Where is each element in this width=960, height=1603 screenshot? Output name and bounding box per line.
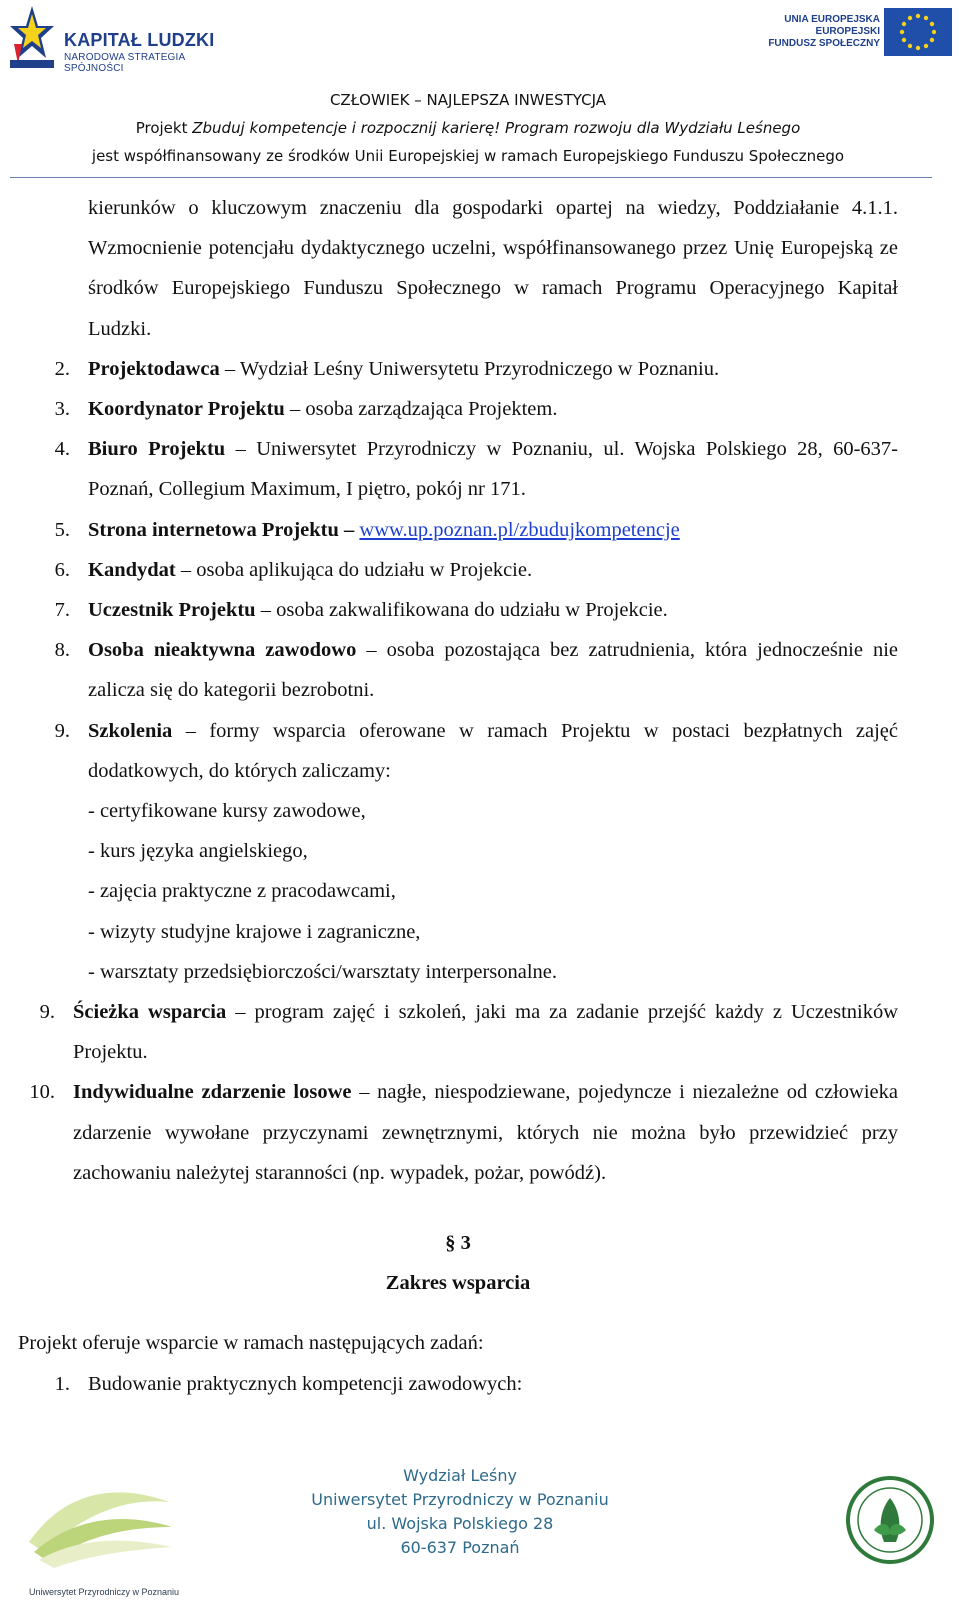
item-number: 7.	[54, 599, 70, 622]
intro-paragraph: kierunków o kluczowym znaczeniu dla gospodarki opartej na wiedzy, Poddziałanie 4.1.1. Wzmocnienie potencjału dydaktycznego uczelni, współfinansowanego przez Unię Europejską ze środków Europejskiego Funduszu Społecznego w ramach Programu Operacyjnego Kapitał Ludzki.	[88, 197, 898, 340]
item-number: 1.	[54, 1372, 70, 1395]
list-item: - zajęcia praktyczne z pracodawcami,	[88, 880, 396, 903]
item-number: 4.	[54, 438, 70, 461]
item-term: Biuro Projektu	[88, 438, 226, 461]
eu-line-3: FUNDUSZ SPOŁECZNY	[768, 38, 880, 49]
item-term: Kandydat	[88, 558, 176, 581]
header-project-title: Zbuduj kompetencje i rozpocznij karierę! Program rozwoju dla Wydziału Leśnego	[192, 119, 801, 137]
item-definition: osoba pozostająca bez zatrudnienia, która jednocześnie nie zalicza się do kategorii bezrobotni.	[88, 639, 898, 702]
definition-item: 8. Osoba nieaktywna zawodowo – osoba pozostająca bez zatrudnienia, która jednocześnie nie zalicza się do kategorii bezrobotni.	[18, 630, 898, 710]
footer-line-4: 60-637 Poznań	[400, 1538, 520, 1557]
item-term: Ścieżka wsparcia	[73, 1001, 227, 1024]
header-cofinance: jest współfinansowany ze środków Unii Europejskiej w ramach Europejskiego Funduszu Społecznego	[91, 147, 845, 165]
definition-item: 10. Indywidualne zdarzenie losowe – nagłe, niespodziewane, pojedyncze i niezależne od człowieka zdarzenie wywołane przyczynami zewnętrznymi, których nie można było przewidzieć przy zachowaniu należytej staranności (np. wypadek, pożar, powódź).	[18, 1072, 898, 1193]
section-intro: Projekt oferuje wsparcie w ramach następujących zadań:	[18, 1332, 484, 1355]
item-term: Projektodawca	[88, 357, 220, 380]
definition-item: 4. Biuro Projektu – Uniwersytet Przyrodniczy w Poznaniu, ul. Wojska Polskiego 28, 60-637- Poznań, Collegium Maximum, I piętro, pokój nr 171.	[18, 429, 898, 509]
item-definition: program zajęć i szkoleń, jaki ma za zadanie przejść każdy z Uczestników Projektu.	[73, 1001, 899, 1064]
document-body	[18, 188, 898, 1404]
item-number: 10.	[29, 1081, 55, 1104]
kapital-ludzki-subtitle: NARODOWA STRATEGIA SPÓJNOŚCI	[64, 52, 185, 74]
section-title: Zakres wsparcia	[385, 1272, 531, 1295]
kapital-ludzki-name: KAPITAŁ LUDZKI	[64, 30, 215, 50]
list-item: - warsztaty przedsiębiorczości/warsztaty interpersonalne.	[88, 960, 558, 983]
definition-item: 3. Koordynator Projektu – osoba zarządzająca Projektem.	[18, 389, 898, 429]
item-number: 2.	[54, 357, 70, 380]
project-website-link[interactable]: www.up.poznan.pl/zbudujkompetencje	[359, 518, 680, 541]
list-item: - certyfikowane kursy zawodowe,	[88, 800, 366, 823]
footer-line-1: Wydział Leśny	[403, 1466, 517, 1485]
list-item: - wizyty studyjne krajowe i zagraniczne,	[88, 920, 421, 943]
item-term: Strona internetowa Projektu	[88, 518, 339, 541]
item-definition: Wydział Leśny Uniwersytetu Przyrodniczego w Poznaniu.	[239, 357, 720, 380]
definition-item: 9. Ścieżka wsparcia – program zajęć i szkoleń, jaki ma za zadanie przejść każdy z Uczestników Projektu.	[18, 992, 898, 1072]
item-number: 5.	[54, 518, 70, 541]
item-term: Osoba nieaktywna zawodowo	[88, 639, 357, 662]
item-term: Szkolenia	[88, 719, 173, 742]
faculty-emblem-icon	[844, 1470, 936, 1570]
item-number: 9.	[54, 719, 70, 742]
task-text: Budowanie praktycznych kompetencji zawodowych:	[88, 1372, 523, 1395]
item-definition: osoba aplikująca do udziału w Projekcie.	[196, 558, 533, 581]
kapital-ludzki-star-icon	[8, 4, 56, 70]
footer-address	[0, 1464, 920, 1560]
item-definition: formy wsparcia oferowane w ramach Projektu w postaci bezpłatnych zajęć dodatkowych, do których zaliczamy:	[88, 719, 899, 782]
item-term: Indywidualne zdarzenie losowe	[73, 1081, 352, 1104]
item-term: Koordynator Projektu	[88, 398, 285, 421]
header-banner	[0, 86, 936, 170]
definition-item: 9. Szkolenia – formy wsparcia oferowane w ramach Projektu w postaci bezpłatnych zajęć dodatkowych, do których zaliczamy:	[18, 711, 898, 791]
footer-line-2: Uniwersytet Przyrodniczy w Poznaniu	[311, 1490, 609, 1509]
footer-line-3: ul. Wojska Polskiego 28	[366, 1514, 554, 1533]
eu-flag-icon	[884, 8, 952, 56]
definition-item: 7. Uczestnik Projektu – osoba zakwalifikowana do udziału w Projekcie.	[18, 590, 898, 630]
item-number: 9.	[39, 1001, 55, 1024]
section-number: § 3	[445, 1232, 471, 1255]
header-slogan: CZŁOWIEK – NAJLEPSZA INWESTYCJA	[329, 91, 607, 109]
header-divider	[10, 177, 932, 178]
header-project-prefix: Projekt	[135, 119, 193, 137]
item-definition: Uniwersytet Przyrodniczy w Poznaniu, ul. Wojska Polskiego 28, 60-637- Poznań, Collegium Maximum, I piętro, pokój nr 171.	[88, 438, 899, 501]
eu-efs-logo	[752, 6, 952, 58]
definition-item: 6. Kandydat – osoba aplikująca do udziału w Projekcie.	[18, 550, 898, 590]
item-number: 8.	[54, 639, 70, 662]
kapital-ludzki-logo	[8, 4, 238, 74]
definition-item: 5. Strona internetowa Projektu – www.up.poznan.pl/zbudujkompetencje	[18, 510, 898, 550]
header-project-line	[0, 114, 936, 142]
item-definition: osoba zakwalifikowana do udziału w Projekcie.	[276, 599, 668, 622]
item-number: 3.	[54, 398, 70, 421]
list-item: - kurs języka angielskiego,	[88, 840, 308, 863]
item-number: 6.	[54, 558, 70, 581]
eu-line-2: EUROPEJSKI	[815, 26, 880, 37]
definition-item: 2. Projektodawca – Wydział Leśny Uniwersytetu Przyrodniczego w Poznaniu.	[18, 349, 898, 389]
eu-line-1: UNIA EUROPEJSKA	[784, 14, 880, 25]
task-item	[18, 1364, 898, 1404]
training-list	[88, 791, 898, 992]
item-definition: nagłe, niespodziewane, pojedyncze i niezależne od człowieka zdarzenie wywołane przyczynami zewnętrznymi, których nie można było przewidzieć przy zachowaniu należytej staranności (np. wypadek, pożar, powódź).	[73, 1081, 898, 1184]
item-term: Uczestnik Projektu	[88, 599, 256, 622]
item-definition: osoba zarządzająca Projektem.	[305, 398, 558, 421]
university-logo-caption: Uniwersytet Przyrodniczy w Poznaniu	[28, 1587, 180, 1597]
